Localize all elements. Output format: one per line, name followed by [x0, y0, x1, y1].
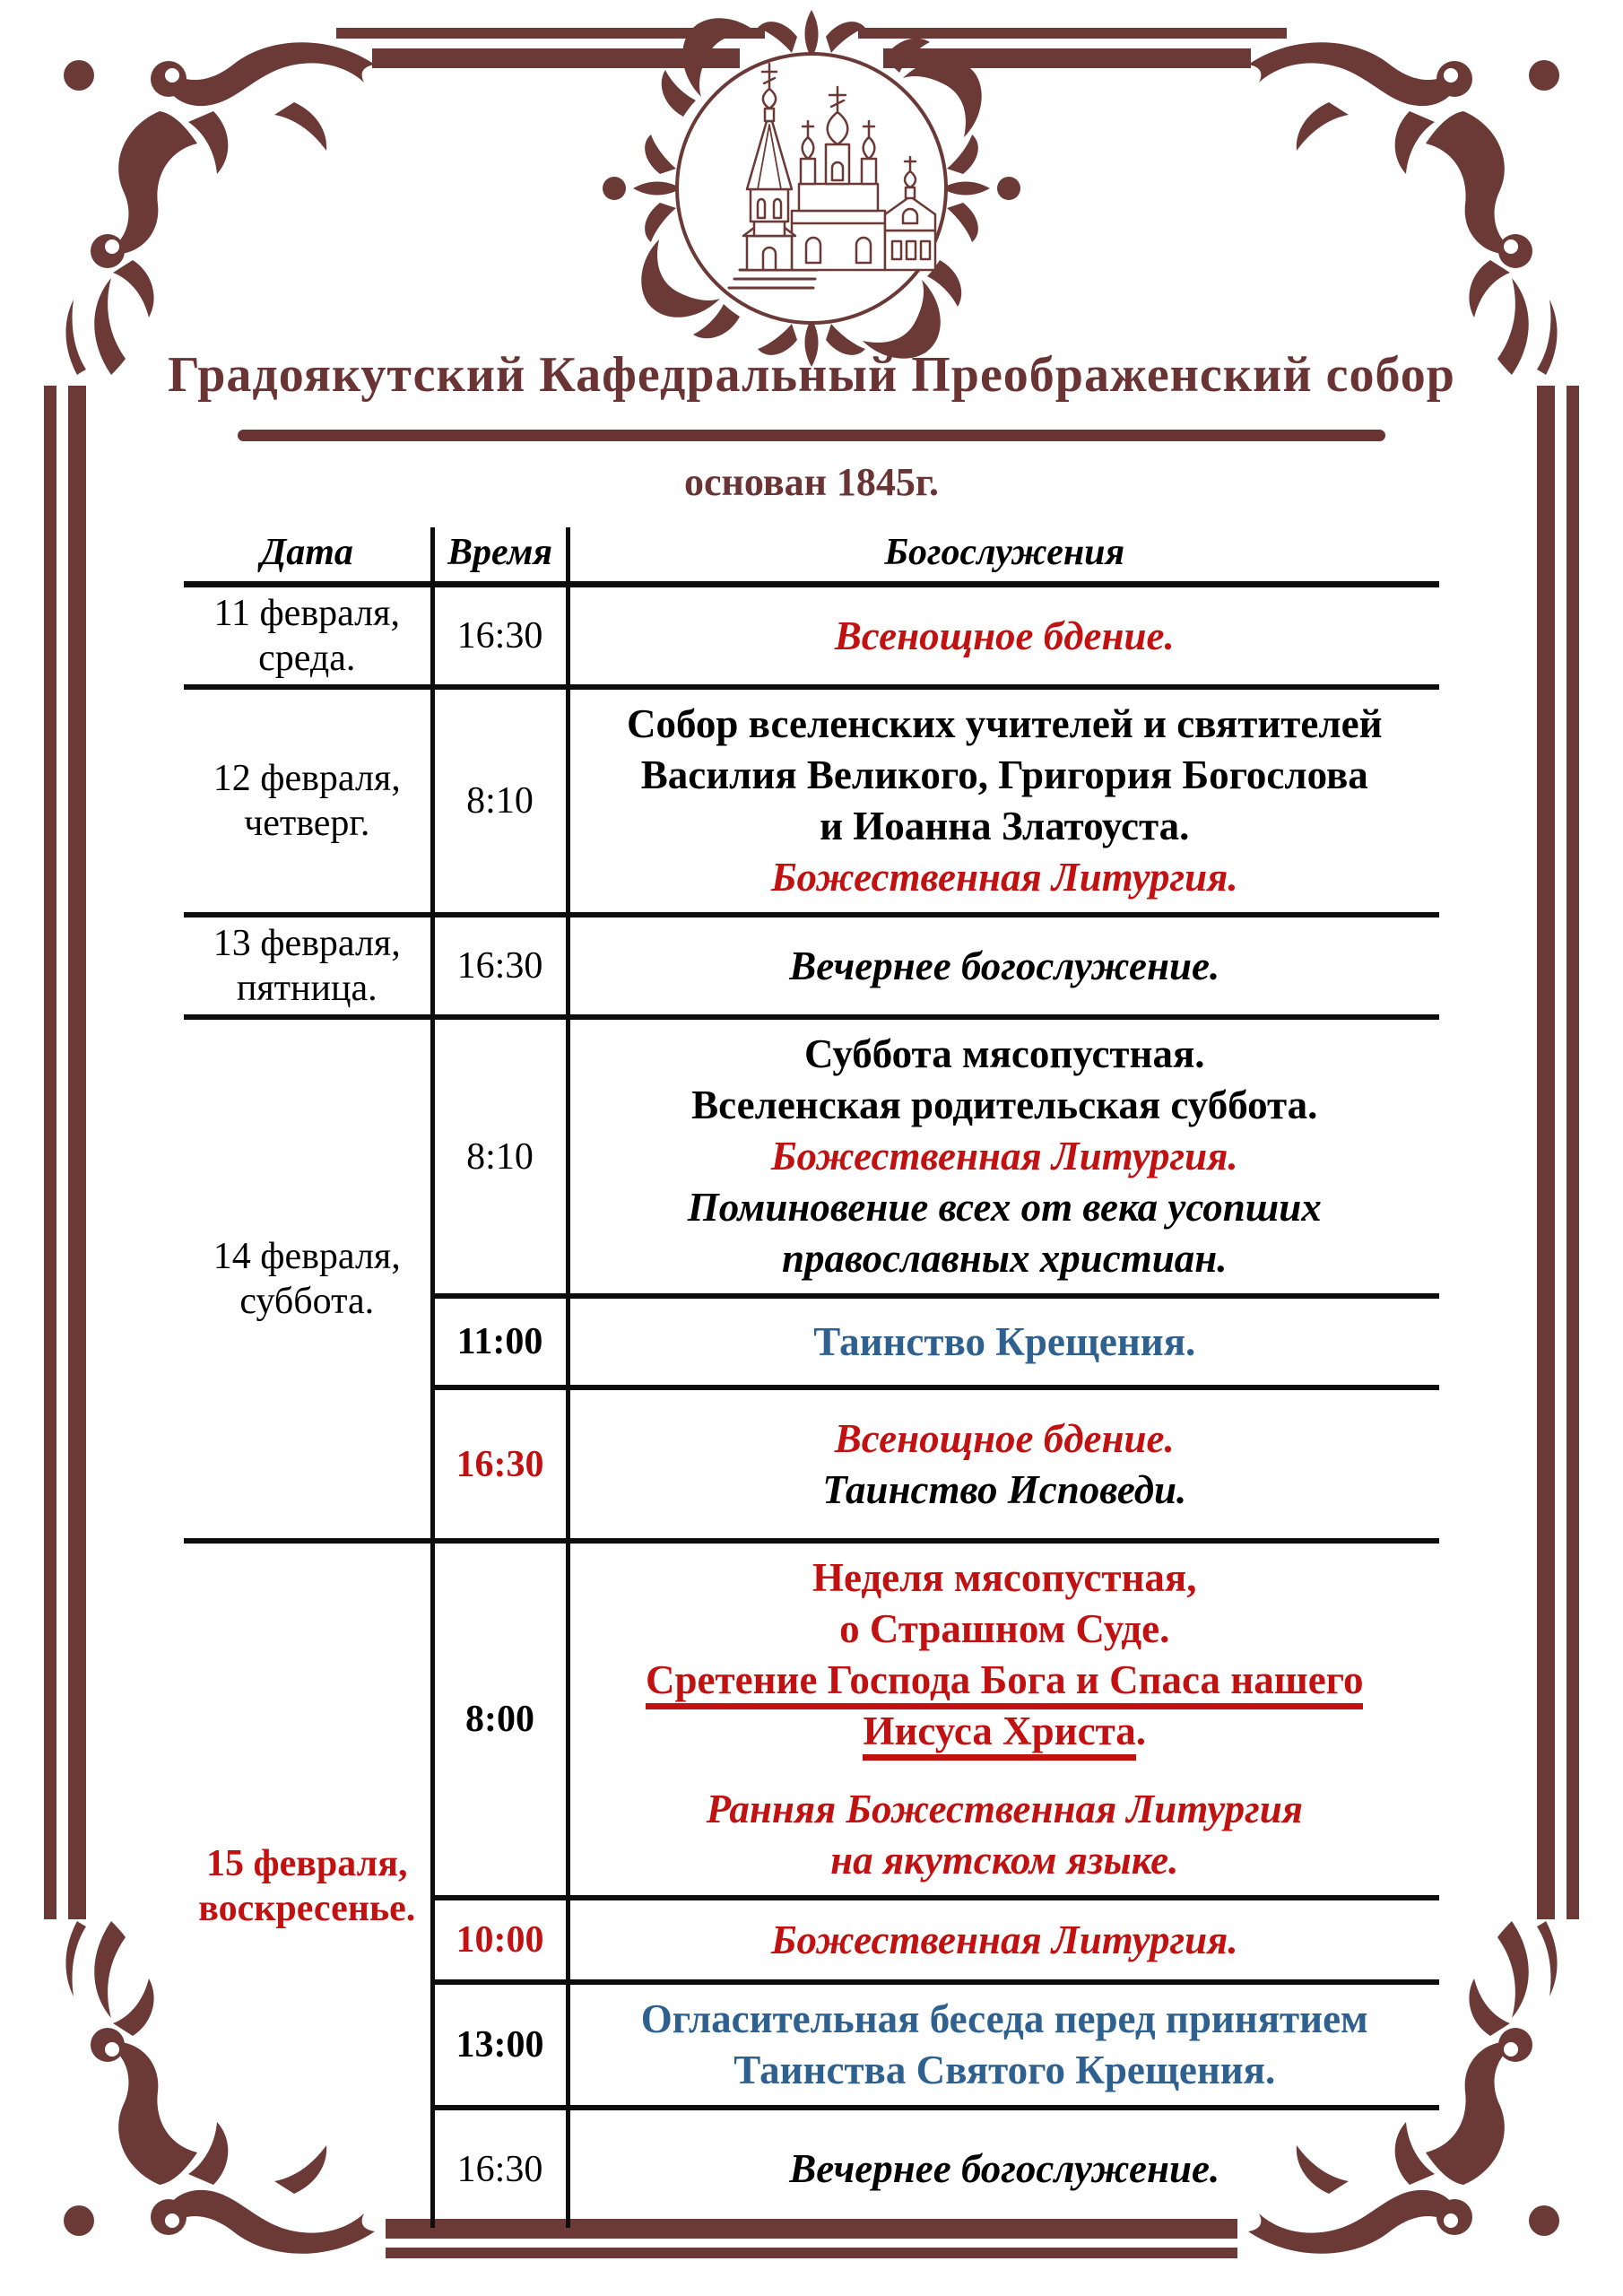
service-cell — [568, 1387, 1439, 1541]
service-line: Огласительная беседа перед принятием — [640, 1996, 1368, 2041]
page-subtitle: основан 1845г. — [684, 460, 939, 504]
service-line: Божественная Литургия. — [770, 1134, 1238, 1178]
service-line: Таинство Крещения. — [813, 1318, 1196, 1364]
service-line: Ранняя Божественная Литургия — [706, 1787, 1303, 1831]
service-line: на якутском языке. — [830, 1838, 1179, 1883]
table-row — [184, 585, 1439, 688]
underlined-text: Сретение Господа Бога и Спаса нашего — [646, 1657, 1363, 1709]
table-row — [184, 1017, 1439, 1296]
service-cell — [568, 1898, 1439, 1982]
date-cell: 11 февраля, среда. — [184, 585, 432, 688]
service-line: Вечернее богослужение. — [789, 943, 1220, 988]
schedule-table — [184, 527, 1439, 2228]
time-cell: 16:30 — [432, 2108, 568, 2228]
time-cell: 16:30 — [432, 1387, 568, 1541]
time-cell: 11:00 — [432, 1296, 568, 1387]
border-line — [1567, 386, 1579, 1919]
corner-flourish-icon — [1248, 25, 1598, 375]
service-cell — [568, 1296, 1439, 1387]
border-line — [44, 386, 56, 1919]
border-line — [68, 386, 86, 1919]
dot-icon — [603, 177, 626, 200]
header-date: Дата — [184, 527, 432, 585]
time-cell: 8:00 — [432, 1541, 568, 1898]
date-cell: 12 февраля, четверг. — [184, 687, 432, 915]
time-cell: 16:30 — [432, 915, 568, 1017]
service-line: Всенощное бдение. — [834, 613, 1175, 658]
table-row — [184, 1541, 1439, 1898]
time-cell: 16:30 — [432, 585, 568, 688]
service-line: и Иоанна Златоуста. — [820, 804, 1190, 848]
service-line: Божественная Литургия. — [770, 1917, 1238, 1962]
date-cell: 13 февраля, пятница. — [184, 915, 432, 1017]
service-line: Иисуса Христа. — [588, 1706, 1422, 1757]
underlined-text: Иисуса Христа — [863, 1709, 1135, 1761]
service-line: о Страшном Суде. — [839, 1606, 1170, 1651]
service-cell — [568, 1541, 1439, 1898]
service-line: Собор вселенских учителей и святителей — [627, 701, 1383, 746]
service-cell — [568, 2108, 1439, 2228]
church-emblem-icon — [587, 4, 1036, 372]
service-line: Василия Великого, Григория Богослова — [640, 752, 1368, 797]
table-header-row — [184, 527, 1439, 585]
service-line: Вечернее богослужение. — [789, 2146, 1220, 2191]
service-line: Суббота мясопустная. — [803, 1031, 1205, 1076]
header-services: Богослужения — [568, 527, 1439, 585]
border-line — [1537, 386, 1555, 1919]
service-line: Таинство Исповеди. — [822, 1466, 1187, 1512]
border-line — [386, 2248, 1237, 2258]
service-line: Всенощное бдение. — [834, 1415, 1175, 1461]
service-line: Таинства Святого Крещения. — [733, 2048, 1276, 2092]
table-row — [184, 687, 1439, 915]
service-cell — [568, 687, 1439, 915]
service-line: православных христиан. — [782, 1236, 1228, 1281]
date-cell: 14 февраля, суббота. — [184, 1017, 432, 1541]
dot-icon — [997, 177, 1020, 200]
time-cell: 8:10 — [432, 687, 568, 915]
service-cell — [568, 1017, 1439, 1296]
header-time: Время — [432, 527, 568, 585]
page-title: Градоякутский Кафедральный Преображенский собор — [168, 347, 1455, 403]
date-cell: 15 февраля, воскресенье. — [198, 1842, 416, 1929]
service-line: Вселенская родительская суббота. — [691, 1083, 1318, 1127]
time-cell: 13:00 — [432, 1982, 568, 2108]
service-line: Неделя мясопустная, — [812, 1555, 1197, 1600]
service-line: Поминовение всех от века усопших — [687, 1185, 1322, 1230]
service-line — [588, 1655, 1422, 1706]
service-cell — [568, 915, 1439, 1017]
title-rule — [238, 430, 1385, 441]
time-cell: 10:00 — [432, 1898, 568, 1982]
table-row — [184, 915, 1439, 1017]
time-cell: 8:10 — [432, 1017, 568, 1296]
service-line: Божественная Литургия. — [770, 855, 1238, 900]
service-cell — [568, 1982, 1439, 2108]
service-cell — [568, 585, 1439, 688]
corner-flourish-icon — [25, 25, 375, 375]
